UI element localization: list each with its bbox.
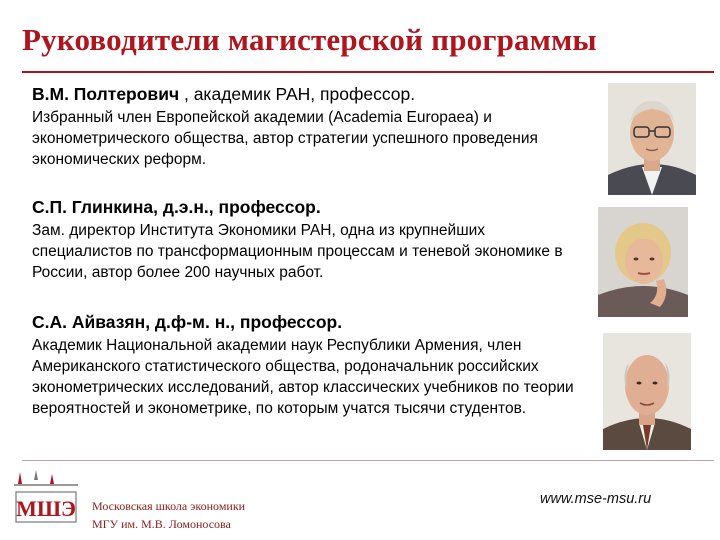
person-description: Зам. директор Института Экономики РАН, одна из крупнейших специалистов по трансформационным процессам и теневой экономике в России, автор более 200 научных работ. bbox=[32, 222, 563, 281]
slide-title: Руководители магистерской программы bbox=[22, 22, 597, 57]
logo-text: МШЭ bbox=[16, 496, 76, 521]
person-glinkina bbox=[32, 197, 587, 283]
person-name-text: В.М. Полтерович bbox=[32, 84, 180, 104]
title-divider bbox=[22, 71, 714, 73]
person-credentials: , академик РАН, профессор. bbox=[179, 84, 416, 104]
portrait-photo-glinkina bbox=[598, 207, 688, 317]
school-name-line1: Московская школа экономики bbox=[92, 499, 246, 513]
person-poltersovich bbox=[32, 84, 587, 170]
website-link[interactable]: www.mse-msu.ru bbox=[540, 491, 652, 507]
portrait-photo-poltersovich bbox=[608, 83, 696, 195]
footer-divider bbox=[22, 460, 714, 461]
person-name: С.А. Айвазян, д.ф-м. н., профессор. bbox=[32, 312, 343, 332]
portrait-photo-aivazyan bbox=[603, 333, 691, 450]
person-description: Избранный член Европейской академии (Academia Europaea) и эконометрического общества, автор стратегии успешного проведения экономических реформ. bbox=[32, 109, 538, 168]
mse-logo bbox=[12, 466, 82, 530]
person-description: Академик Национальной академии наук Республики Армения, член Американского статистического общества, родоначальник российских эконометрических исследований, автор классических учебников по теории вероятностей и эконометрике, по которым учатся тысячи студентов. bbox=[32, 337, 574, 417]
person-aivazyan bbox=[32, 312, 607, 419]
school-name-line2: МГУ им. М.В. Ломоносова bbox=[92, 517, 231, 531]
person-name: С.П. Глинкина, д.э.н., профессор. bbox=[32, 197, 321, 217]
person-name bbox=[32, 84, 587, 104]
school-name bbox=[92, 497, 245, 533]
